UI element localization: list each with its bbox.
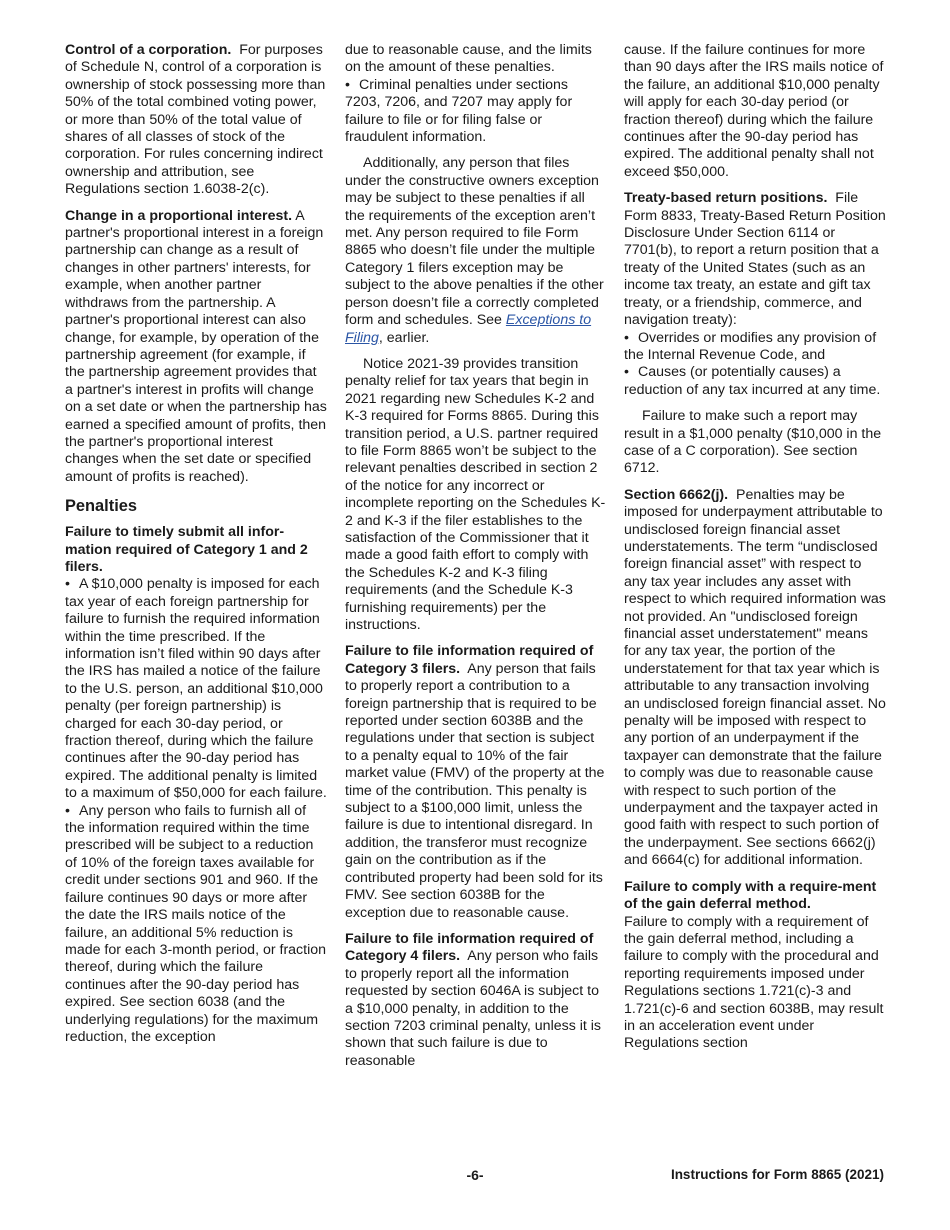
bullet-item bbox=[624, 364, 886, 399]
category-4-text: Any person who fails to properly report all the information requested by section 6046A is subject to a $10,000 penalty, in addition to the section 7203 criminal penalty, unless it is shown that such failure is due to reasonable bbox=[345, 948, 602, 1069]
bullet-icon: • bbox=[624, 329, 629, 346]
change-text: A partner's proportional interest in a foreign partnership can change as a result of changes in other partners' interests, for example, when another partner withdraws from the partnership. A partner's proportional interest can also change, for example, by operation of the partnership agreement (for example, if the partnership agreement provides that a partner's interest in profits will change on a set date or when the partnership has earned a specified amount of profits, then the partner's proportional interest changes when the set date or specified amount of profits is reached). bbox=[65, 207, 327, 485]
section-6662j-heading: Section 6662(j). bbox=[624, 486, 729, 503]
category-3-heading: Failure to file information required of Category 3 filers. bbox=[345, 643, 594, 677]
footer-form-title: Instructions for Form 8865 (2021) bbox=[670, 1167, 884, 1182]
gain-deferral-text: Failure to comply with a requirement of the gain deferral method, including a failure to comply with the procedural and reporting requirements imposed under Regulations sections 1.721(c)-3 and 1.721(c)-6 and section 6038B, may result in an acceleration event under Regulations section bbox=[624, 913, 884, 1052]
change-heading: Change in a proportional interest. bbox=[65, 207, 293, 224]
category-4-heading: Failure to file information required of Category 4 filers. bbox=[345, 930, 594, 965]
additionally-suffix: , earlier. bbox=[378, 329, 430, 346]
bullet-icon: • bbox=[65, 802, 70, 819]
additionally-text: Additionally, any person that files under the constructive owners exception may be subject to these penalties if all the requirements of the exception aren’t met. Any person required to file Form 8865 who doesn’t file under the multiple Category 1 filers exception may be subject to the above penalties if the other person doesn’t file a correctly completed form and schedules. See bbox=[345, 155, 604, 329]
bullet-text: Overrides or modifies any provision of the Internal Revenue Code, and bbox=[624, 329, 877, 363]
column-2 bbox=[345, 42, 607, 1079]
control-paragraph bbox=[65, 42, 327, 199]
bullet-item bbox=[65, 576, 327, 802]
failure-12-heading: Failure to timely submit all infor-mation required of Category 1 and 2 filers. bbox=[65, 524, 308, 575]
treaty-heading: Treaty-based return positions. bbox=[624, 190, 828, 207]
category-4-paragraph bbox=[345, 931, 607, 1070]
bullet-text: Any person who fails to furnish all of the information required within the time prescribed will be subject to a reduction of 10% of the foreign taxes available for credit under sections 901 and 960. If the failure continues 90 days or more after the date the IRS mails notice of the failure, an additional 5% reduction is made for each 3-month period, or fraction thereof, during which the failure continues after the 90-day period has expired. See section 6038 (and the underlying regulations) for the maximum reduction, the exception bbox=[65, 802, 327, 1045]
continuation-text: due to reasonable cause, and the limits on the amount of these penalties. bbox=[345, 42, 592, 76]
bullet-icon: • bbox=[345, 76, 350, 93]
column-3 bbox=[624, 42, 886, 1053]
bullet-text: Causes (or potentially causes) a reduction of any tax incurred at any time. bbox=[624, 364, 881, 398]
exceptions-to-filing-link[interactable]: Exceptions to Filing bbox=[345, 312, 592, 346]
continuation-text: cause. If the failure continues for more than 90 days after the IRS mails notice of the failure, an additional $10,000 penalty will apply for each 30-day period (or fraction thereof) during which the failure continues after the 90-day period has expired. The additional penalty shall not exceed $50,000. bbox=[624, 42, 884, 180]
notice-paragraph: Notice 2021-39 provides transition penalty relief for tax years that begin in 2021 regarding new Schedules K-2 and K-3 required for Forms 8865. During this transition period, a U.S. partner required to file Form 8865 won’t be subject to the relevant penalties described in section 2 of the notice for any incorrect or incomplete reporting on the Schedules K-2 and K-3 if the filer establishes to the satisfaction of the Commissioner that it made a good faith effort to comply with the Schedules K-2 and K-3 filing requirements (and the Schedule K-3 furnishing requirements) per the instructions. bbox=[345, 355, 606, 633]
gain-deferral-heading: Failure to comply with a require-ment of the gain deferral method. bbox=[624, 878, 877, 913]
page-number: -6- bbox=[466, 1167, 484, 1183]
bullet-icon: • bbox=[624, 364, 629, 381]
treaty-paragraph bbox=[624, 190, 886, 329]
bullet-item bbox=[345, 77, 607, 147]
bullet-item bbox=[65, 803, 327, 1047]
control-heading: Control of a corporation. bbox=[65, 42, 232, 58]
bullet-item bbox=[624, 330, 886, 365]
bullet-text: Criminal penalties under sections 7203, 7206, and 7207 may apply for failure to file or for filing false or fraudulent information. bbox=[345, 76, 573, 146]
change-paragraph bbox=[65, 208, 327, 487]
section-6662j-text: Penalties may be imposed for underpayment attributable to undisclosed foreign financial asset understatements. The term “undisclosed foreign financial asset” with respect to any tax year includes any asset with respect to which required information was not provided. An "undisclosed foreign financial asset understatement" means for any tax year, the portion of the understatement for that tax year which is attributable to any transaction involving an undisclosed foreign financial asset. No penalty will be imposed with respect to any portion of an underpayment if the taxpayer can demonstrate that the failure to comply was due to reasonable cause with respect to such portion of the underpayment and the taxpayer acted in good faith with respect to such portion of the underpayment. See sections 6662(j) and 6664(c) for additional information. bbox=[624, 486, 886, 869]
failure-report-paragraph: Failure to make such a report may result in a $1,000 penalty ($10,000 in the case of a C corporation). See section 6712. bbox=[624, 408, 882, 477]
treaty-text: File Form 8833, Treaty-Based Return Position Disclosure Under Section 6114 or 7701(b), to report a return position that a treaty of the United States (such as an income tax treaty, an estate and gift tax treaty, or a friendship, commerce, and navigation treaty): bbox=[624, 190, 886, 329]
column-1 bbox=[65, 42, 327, 1046]
section-6662j-paragraph bbox=[624, 487, 886, 870]
bullet-icon: • bbox=[65, 576, 70, 593]
additionally-paragraph bbox=[345, 155, 607, 346]
bullet-text: A $10,000 penalty is imposed for each tax year of each foreign partnership for failure to furnish the required information within the time prescribed. If the information isn’t filed within 90 days after the IRS has mailed a notice of the failure to the U.S. person, an additional $10,000 penalty (per foreign partnership) is charged for each 30-day period, or fraction thereof, during which the failure continues after the 90-day period has expired. The additional penalty is limited to a maximum of $50,000 for each failure. bbox=[65, 576, 327, 802]
category-3-paragraph bbox=[345, 643, 607, 922]
category-3-text: Any person that fails to properly report a contribution to a foreign partnership that is required to be reported under section 6038B and the regulations under that section is subject to a penalty equal to 10% of the fair market value (FMV) of the property at the time of the contribution. This penalty is subject to a $100,000 limit, unless the failure is due to intentional disregard. In addition, the transferor must recognize gain on the contribution as if the contributed property had been sold for its FMV. See section 6038B for the exception due to reasonable cause. bbox=[345, 660, 605, 921]
control-text: For purposes of Schedule N, control of a corporation is ownership of stock possessing more than 50% of the total combined voting power, or more than 50% of the total value of shares of all classes of stock of the corporation. For rules concerning indirect ownership and attribution, see Regulations section 1.6038-2(c). bbox=[65, 42, 326, 198]
penalties-heading: Penalties bbox=[65, 497, 137, 516]
